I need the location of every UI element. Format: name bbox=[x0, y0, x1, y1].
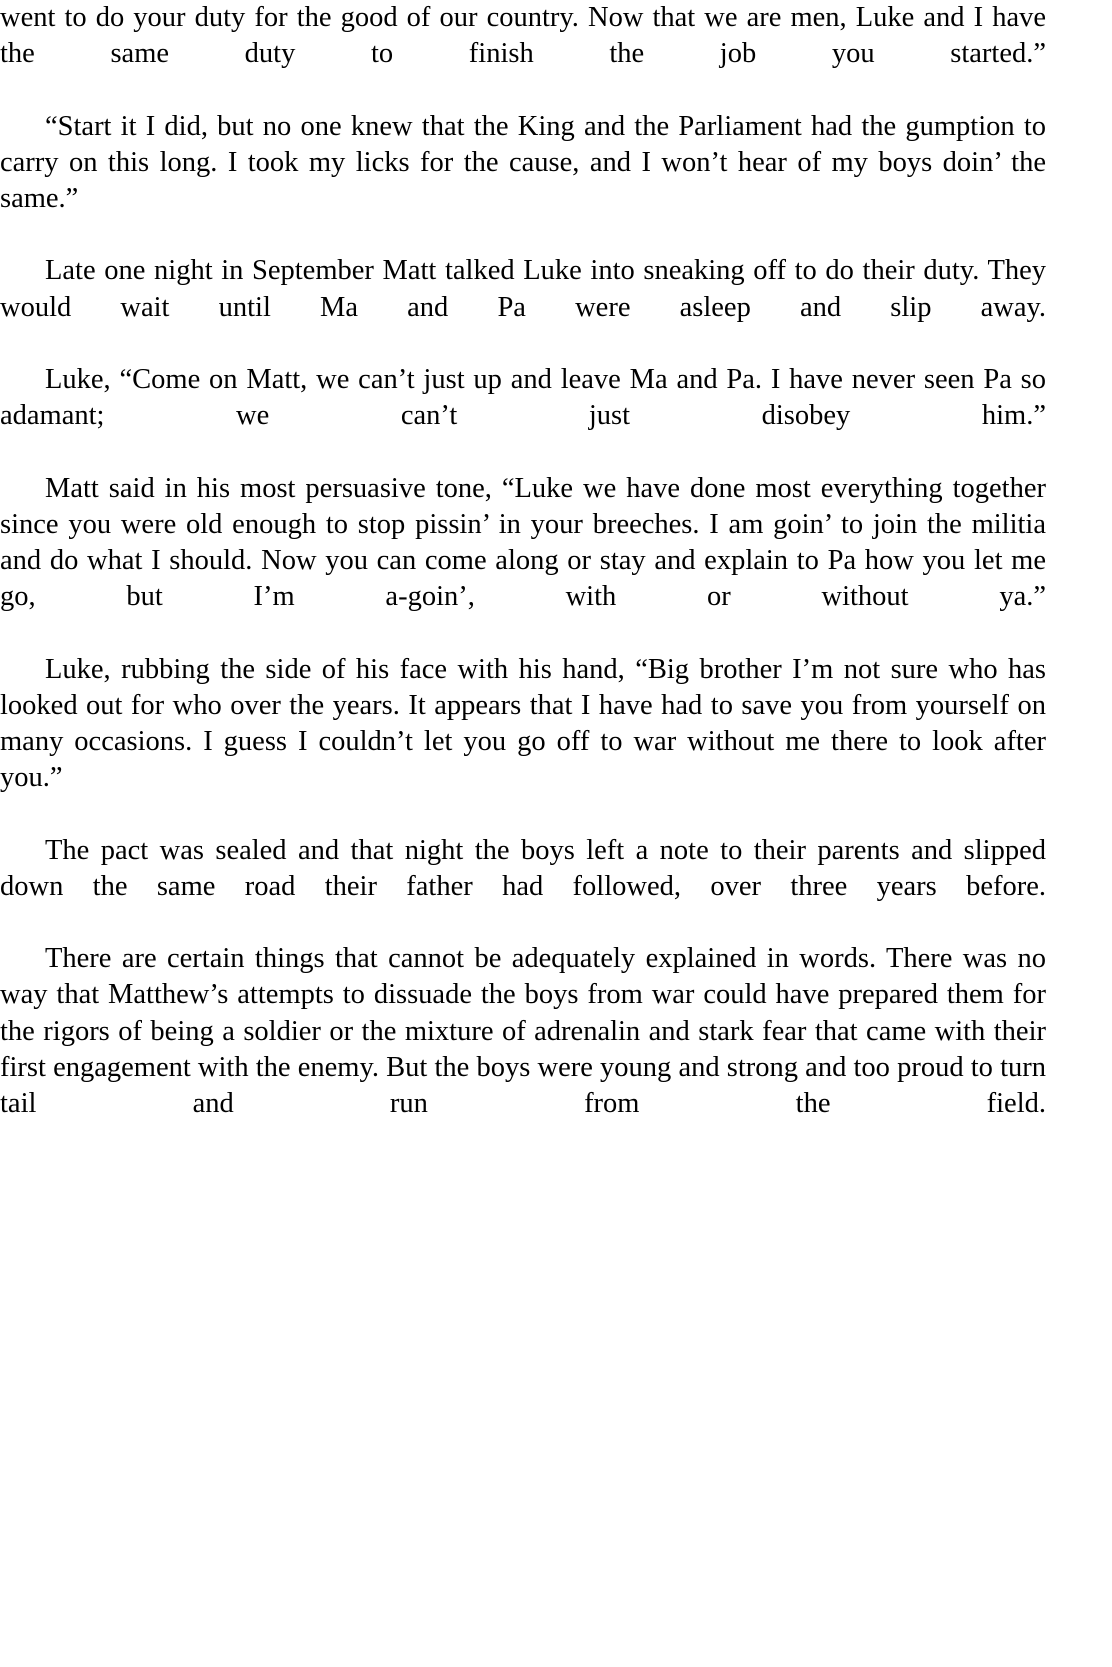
paragraph: Matt said in his most persuasive tone, “Luke we have done most everything together since you were old enough to stop pissin’ in your breeches. I am goin’ to join the militia and do what I should. Now you can come along or stay and explain to Pa how you let me go, but I’m a-goin’, with or without ya.” bbox=[0, 472, 1046, 613]
paragraph: went to do your duty for the good of our country. Now that we are men, Luke and I have the same duty to finish the job you started.” bbox=[0, 2, 1046, 70]
paragraph: Luke, rubbing the side of his face with his hand, “Big brother I’m not sure who has looked out for who over the years. It appears that I have had to save you from yourself on many occasions. I guess I couldn’t let you go off to war without me there to look after you.” bbox=[0, 653, 1046, 794]
paragraph: “Start it I did, but no one knew that the King and the Parliament had the gumption to carry on this long. I took my licks for the cause, and I won’t hear of my boys doin’ the same.” bbox=[0, 110, 1046, 215]
paragraph: Luke, “Come on Matt, we can’t just up and leave Ma and Pa. I have never seen Pa so adamant; we can’t just disobey him.” bbox=[0, 364, 1046, 432]
paragraph: The pact was sealed and that night the boys left a note to their parents and slipped down the same road their father had followed, over three years before. bbox=[0, 834, 1046, 902]
paragraph: There are certain things that cannot be adequately explained in words. There was no way that Matthew’s attempts to dissuade the boys from war could have prepared them for the rigors of being a soldier or the mixture of adrenalin and stark fear that came with their first engagement with the enemy. But the boys were young and strong and too proud to turn tail and run from the field. bbox=[0, 943, 1046, 1120]
paragraph: Late one night in September Matt talked Luke into sneaking off to do their duty. They would wait until Ma and Pa were asleep and slip away. bbox=[0, 255, 1046, 323]
